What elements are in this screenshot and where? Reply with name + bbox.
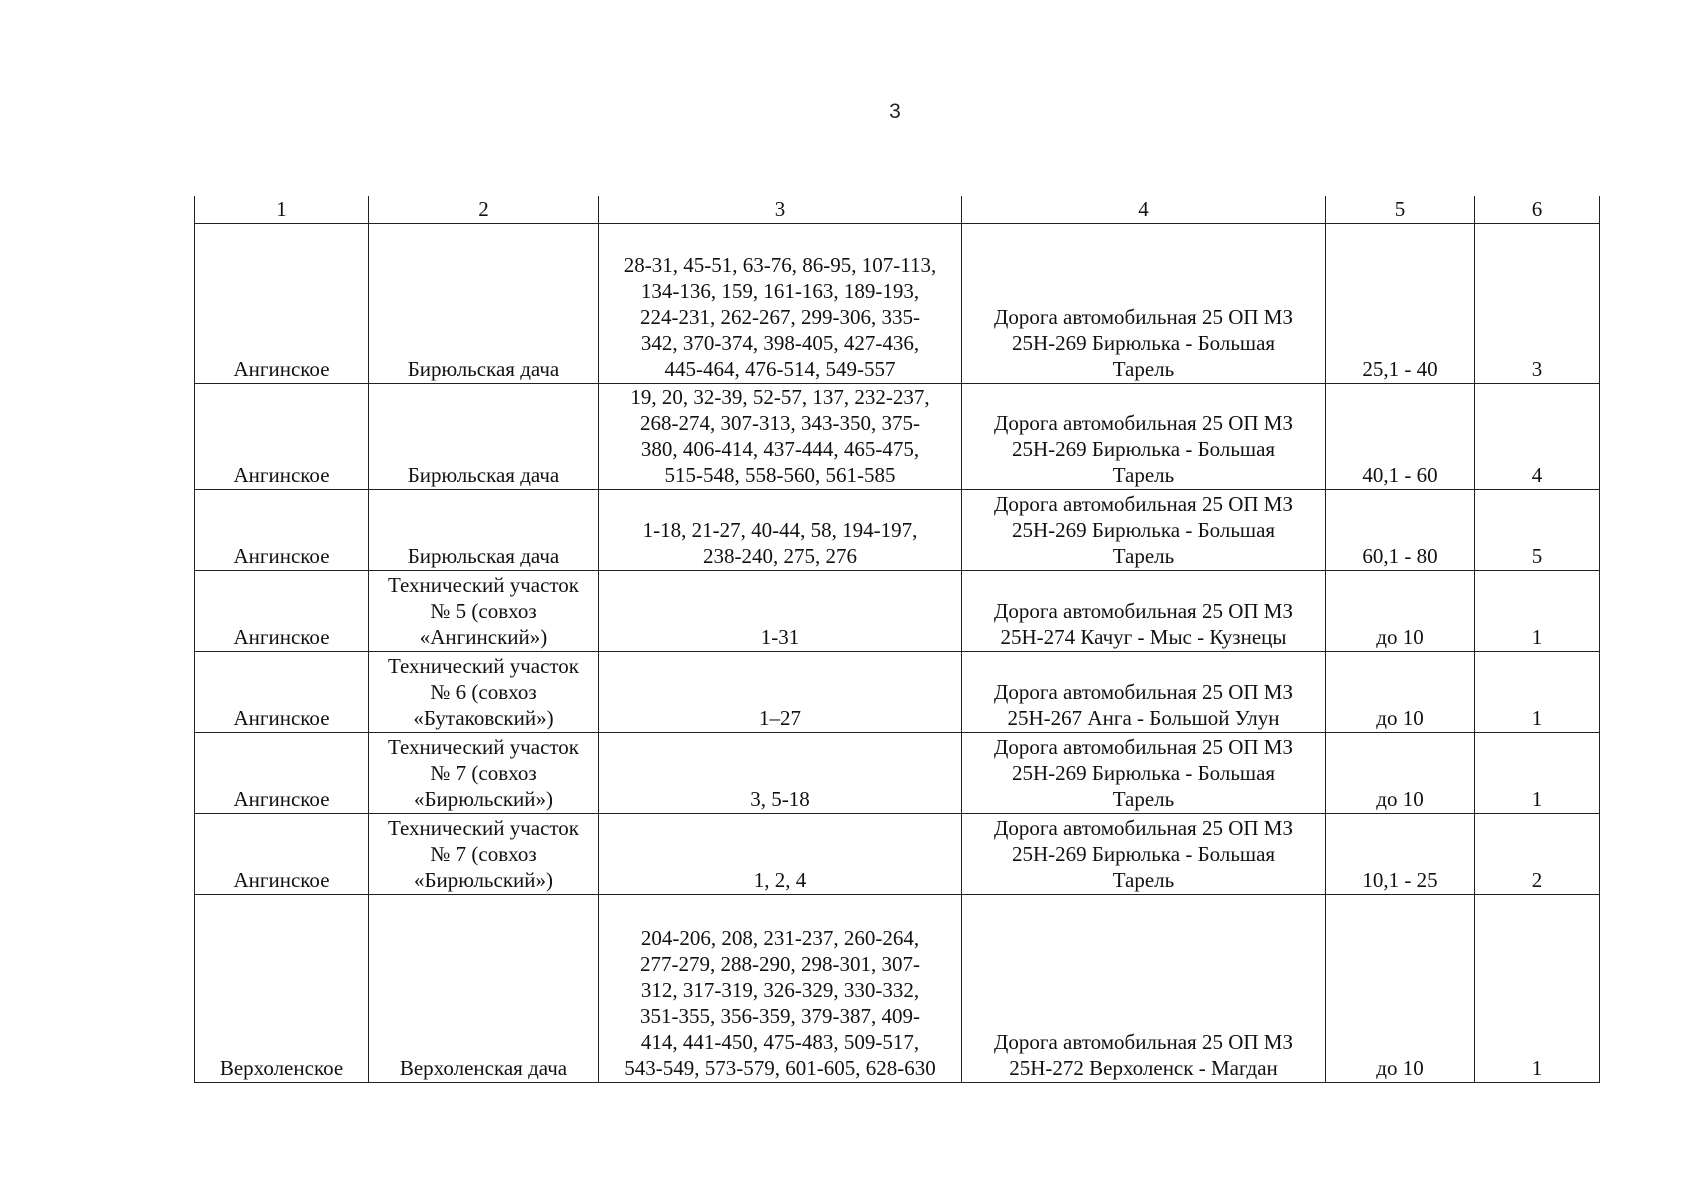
forestry-cell: Бирюльская дача bbox=[369, 384, 599, 490]
table-header-row bbox=[195, 196, 1600, 224]
table-row bbox=[195, 895, 1600, 1083]
range-cell: 60,1 - 80 bbox=[1326, 490, 1475, 571]
road-cell: Дорога автомобильная 25 ОП МЗ 25Н-269 Бирюлька - Большая Тарель bbox=[962, 490, 1326, 571]
table-row bbox=[195, 814, 1600, 895]
settlement-cell: Ангинское bbox=[195, 733, 369, 814]
quarters-cell: 3, 5-18 bbox=[599, 733, 962, 814]
quarters-cell: 1–27 bbox=[599, 652, 962, 733]
class-cell: 3 bbox=[1475, 224, 1600, 384]
settlement-cell: Ангинское bbox=[195, 224, 369, 384]
forestry-cell: Технический участок № 5 (совхоз «Ангинский») bbox=[369, 571, 599, 652]
settlement-cell: Ангинское bbox=[195, 571, 369, 652]
road-cell: Дорога автомобильная 25 ОП МЗ 25Н-267 Анга - Большой Улун bbox=[962, 652, 1326, 733]
data-table bbox=[194, 196, 1600, 1083]
settlement-cell: Ангинское bbox=[195, 652, 369, 733]
quarters-cell: 204-206, 208, 231-237, 260-264, 277-279, 288-290, 298-301, 307- 312, 317-319, 326-329, 330-332, 351-355, 356-359, 379-387, 409- 414, 441-450, 475-483, 509-517, 543-549, 573-579, 601-605, 628-630 bbox=[599, 895, 962, 1083]
range-cell: 25,1 - 40 bbox=[1326, 224, 1475, 384]
forestry-cell: Бирюльская дача bbox=[369, 490, 599, 571]
header-cell: 1 bbox=[195, 196, 369, 224]
forestry-cell: Технический участок № 7 (совхоз «Бирюльский») bbox=[369, 733, 599, 814]
table-row bbox=[195, 490, 1600, 571]
settlement-cell: Ангинское bbox=[195, 384, 369, 490]
class-cell: 1 bbox=[1475, 895, 1600, 1083]
header-cell: 2 bbox=[369, 196, 599, 224]
range-cell: до 10 bbox=[1326, 571, 1475, 652]
class-cell: 4 bbox=[1475, 384, 1600, 490]
class-cell: 2 bbox=[1475, 814, 1600, 895]
settlement-cell: Ангинское bbox=[195, 814, 369, 895]
road-cell: Дорога автомобильная 25 ОП МЗ 25Н-269 Бирюлька - Большая Тарель bbox=[962, 224, 1326, 384]
forestry-cell: Технический участок № 6 (совхоз «Бутаковский») bbox=[369, 652, 599, 733]
quarters-cell: 1-31 bbox=[599, 571, 962, 652]
class-cell: 5 bbox=[1475, 490, 1600, 571]
range-cell: до 10 bbox=[1326, 652, 1475, 733]
header-cell: 5 bbox=[1326, 196, 1475, 224]
page-number: 3 bbox=[889, 100, 901, 123]
header-cell: 6 bbox=[1475, 196, 1600, 224]
settlement-cell: Ангинское bbox=[195, 490, 369, 571]
header-cell: 3 bbox=[599, 196, 962, 224]
table-row bbox=[195, 571, 1600, 652]
range-cell: 10,1 - 25 bbox=[1326, 814, 1475, 895]
table-row bbox=[195, 652, 1600, 733]
range-cell: 40,1 - 60 bbox=[1326, 384, 1475, 490]
forestry-cell: Бирюльская дача bbox=[369, 224, 599, 384]
quarters-cell: 28-31, 45-51, 63-76, 86-95, 107-113, 134-136, 159, 161-163, 189-193, 224-231, 262-267, 299-306, 335- 342, 370-374, 398-405, 427-436, 445-464, 476-514, 549-557 bbox=[599, 224, 962, 384]
road-cell: Дорога автомобильная 25 ОП МЗ 25Н-272 Верхоленск - Магдан bbox=[962, 895, 1326, 1083]
table-row bbox=[195, 384, 1600, 490]
road-cell: Дорога автомобильная 25 ОП МЗ 25Н-269 Бирюлька - Большая Тарель bbox=[962, 733, 1326, 814]
table-row bbox=[195, 224, 1600, 384]
class-cell: 1 bbox=[1475, 571, 1600, 652]
range-cell: до 10 bbox=[1326, 733, 1475, 814]
forestry-cell: Технический участок № 7 (совхоз «Бирюльский») bbox=[369, 814, 599, 895]
road-cell: Дорога автомобильная 25 ОП МЗ 25Н-269 Бирюлька - Большая Тарель bbox=[962, 384, 1326, 490]
range-cell: до 10 bbox=[1326, 895, 1475, 1083]
road-cell: Дорога автомобильная 25 ОП МЗ 25Н-269 Бирюлька - Большая Тарель bbox=[962, 814, 1326, 895]
settlement-cell: Верхоленское bbox=[195, 895, 369, 1083]
header-cell: 4 bbox=[962, 196, 1326, 224]
quarters-cell: 1-18, 21-27, 40-44, 58, 194-197, 238-240, 275, 276 bbox=[599, 490, 962, 571]
class-cell: 1 bbox=[1475, 733, 1600, 814]
road-cell: Дорога автомобильная 25 ОП МЗ 25Н-274 Качуг - Мыс - Кузнецы bbox=[962, 571, 1326, 652]
quarters-cell: 1, 2, 4 bbox=[599, 814, 962, 895]
class-cell: 1 bbox=[1475, 652, 1600, 733]
table-row bbox=[195, 733, 1600, 814]
forestry-cell: Верхоленская дача bbox=[369, 895, 599, 1083]
quarters-cell: 19, 20, 32-39, 52-57, 137, 232-237, 268-274, 307-313, 343-350, 375- 380, 406-414, 437-444, 465-475, 515-548, 558-560, 561-585 bbox=[599, 384, 962, 490]
